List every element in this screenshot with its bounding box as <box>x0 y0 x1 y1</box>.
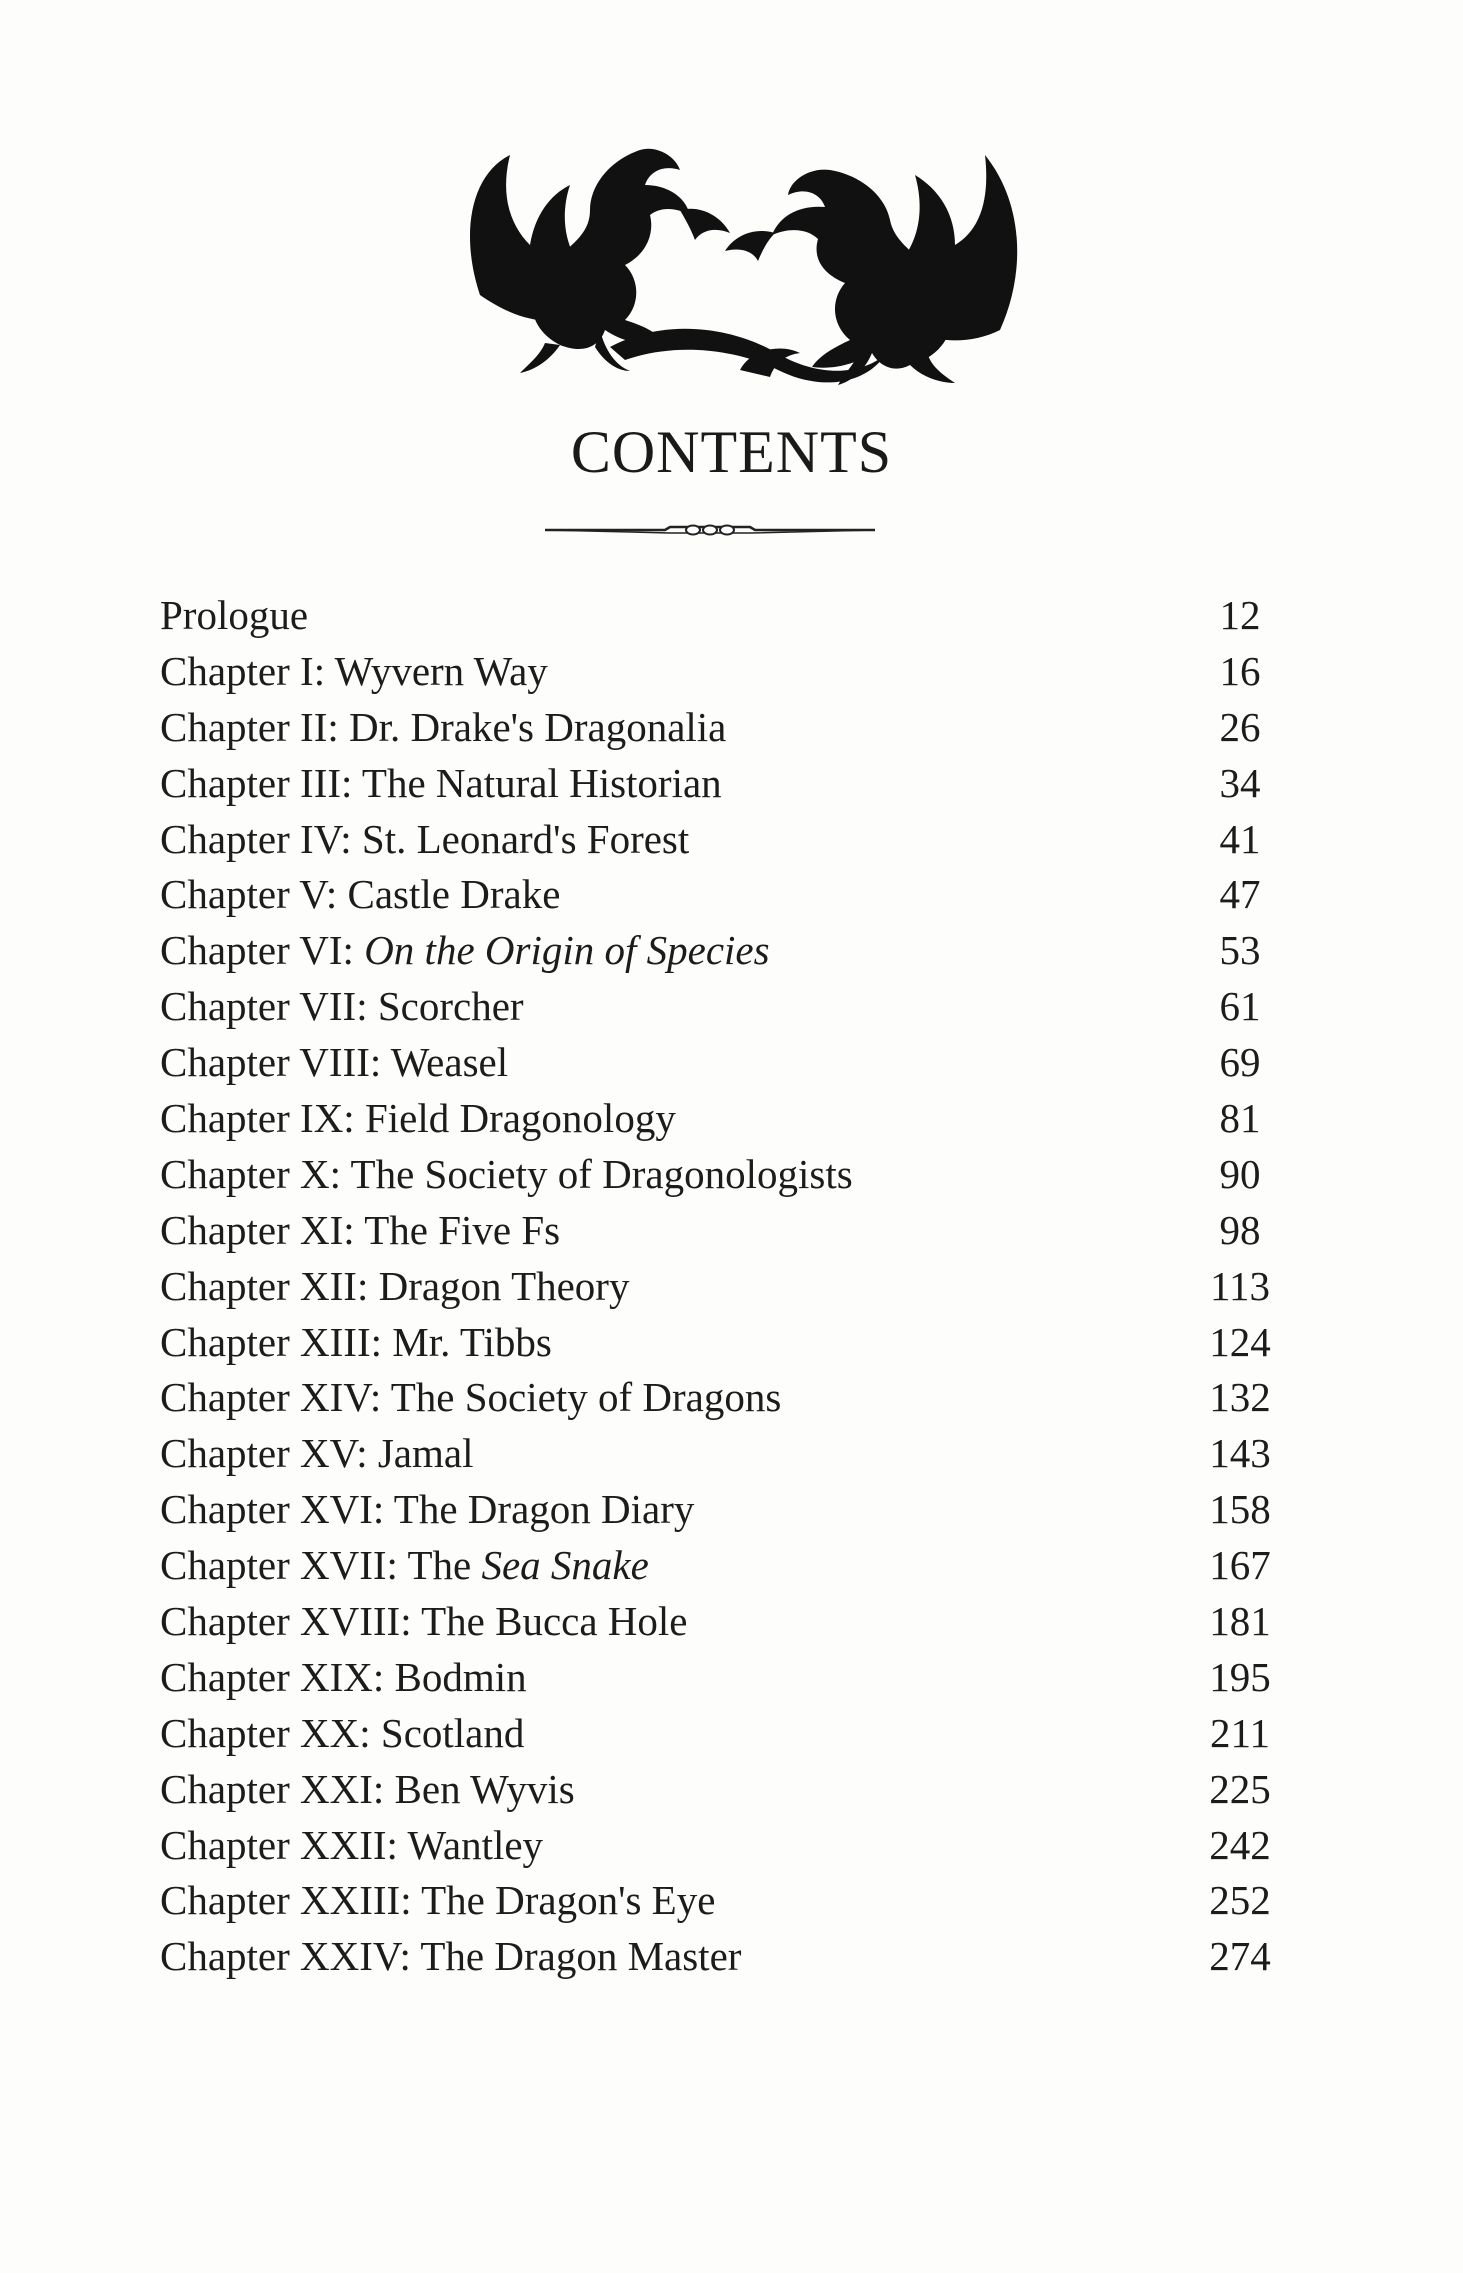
toc-entry-title <box>160 923 770 979</box>
toc-entry-title-text: Chapter XXIII: The Dragon's Eye <box>160 1877 716 1924</box>
toc-entry-title-text: Chapter XVIII: The Bucca Hole <box>160 1598 688 1645</box>
toc-entry-title-text: Chapter XIII: Mr. Tibbs <box>160 1318 552 1365</box>
toc-entry <box>160 923 1260 979</box>
toc-entry-page-number: 34 <box>1219 759 1261 806</box>
twin-dragons-icon <box>440 115 1035 395</box>
toc-entry-title <box>160 867 560 923</box>
toc-entry-page-number: 132 <box>1209 1374 1271 1421</box>
toc-entry-title-text: Chapter XX: Scotland <box>160 1709 525 1756</box>
toc-entry-page-number: 225 <box>1209 1765 1271 1812</box>
toc-entry-title <box>160 1259 629 1315</box>
toc-entry <box>160 1762 1271 1818</box>
toc-entry-title-text: Chapter XVI: The Dragon Diary <box>160 1486 695 1533</box>
toc-entry <box>160 867 1260 923</box>
toc-entry-title <box>160 979 524 1035</box>
toc-entry-page-number: 181 <box>1209 1598 1271 1645</box>
toc-entry-title-text: Chapter III: The Natural Historian <box>160 759 722 806</box>
toc-entry-page-number: 47 <box>1219 871 1261 918</box>
toc-entry-title <box>160 1929 741 1985</box>
toc-entry-italic-title: Sea Snake <box>481 1542 649 1589</box>
toc-entry-title <box>160 1538 649 1594</box>
page-title: CONTENTS <box>570 419 893 485</box>
toc-entry-title <box>160 756 722 812</box>
toc-entry-title <box>160 644 548 700</box>
toc-entry <box>160 812 1260 868</box>
toc-entry-title-text: Chapter V: Castle Drake <box>160 871 561 918</box>
toc-entry-title-text: Chapter XIX: Bodmin <box>160 1653 527 1700</box>
toc-entry <box>160 1650 1271 1706</box>
toc-entry <box>160 1315 1271 1371</box>
toc-entry-title <box>160 1873 715 1929</box>
toc-entry-title-text: Chapter VII: Scorcher <box>160 983 524 1030</box>
ornamental-rule-icon <box>545 515 875 545</box>
toc-entry-title <box>160 1315 552 1371</box>
toc-entry-title-text: Chapter I: Wyvern Way <box>160 647 548 694</box>
toc-entry <box>160 756 1260 812</box>
toc-entry <box>160 1818 1271 1874</box>
toc-entry-title <box>160 700 726 756</box>
toc-entry-page-number: 53 <box>1219 927 1261 974</box>
toc-entry-italic-title: On the Origin of Species <box>364 927 770 974</box>
toc-entry-title <box>160 1203 560 1259</box>
toc-entry-title-text: Prologue <box>160 592 309 638</box>
toc-entry-title <box>160 1818 543 1874</box>
toc-entry-page-number: 41 <box>1219 815 1261 862</box>
toc-entry-page-number: 12 <box>1219 592 1261 638</box>
toc-entry-title-text: Chapter XII: Dragon Theory <box>160 1262 630 1309</box>
toc-entry <box>160 979 1260 1035</box>
toc-entry-title <box>160 1594 688 1650</box>
toc-entry-title <box>160 1370 781 1426</box>
toc-entry-title-text: Chapter VI: <box>160 927 365 974</box>
toc-entry <box>160 644 1260 700</box>
table-of-contents <box>160 588 1271 1985</box>
toc-entry-title-text: Chapter XVII: The <box>160 1542 482 1589</box>
toc-entry-title-text: Chapter XI: The Five Fs <box>160 1206 561 1253</box>
toc-entry <box>160 1091 1260 1147</box>
toc-entry-page-number: 242 <box>1209 1821 1271 1868</box>
toc-entry-page-number: 16 <box>1219 647 1261 694</box>
toc-entry <box>160 1370 1271 1426</box>
toc-entry <box>160 1203 1260 1259</box>
toc-entry-title-text: Chapter VIII: Weasel <box>160 1039 509 1086</box>
toc-entry-title-text: Chapter XIV: The Society of Dragons <box>160 1374 782 1421</box>
toc-entry-page-number: 274 <box>1209 1933 1271 1980</box>
toc-entry-title <box>160 1035 508 1091</box>
toc-entry-page-number: 124 <box>1209 1318 1271 1365</box>
toc-entry-title-text: Chapter XXI: Ben Wyvis <box>160 1765 575 1812</box>
toc-entry-title <box>160 588 308 644</box>
toc-entry-title-text: Chapter XV: Jamal <box>160 1430 474 1477</box>
toc-entry-page-number: 113 <box>1210 1262 1270 1309</box>
toc-entry <box>160 1538 1271 1594</box>
toc-entry-page-number: 195 <box>1209 1653 1271 1700</box>
toc-entry-page-number: 61 <box>1219 983 1261 1030</box>
toc-entry-page-number: 90 <box>1219 1150 1261 1197</box>
toc-entry-title <box>160 1650 527 1706</box>
toc-entry-page-number: 143 <box>1209 1430 1271 1477</box>
toc-entry-page-number: 167 <box>1209 1542 1271 1589</box>
toc-entry <box>160 700 1260 756</box>
toc-entry-title <box>160 812 689 868</box>
toc-entry-title <box>160 1762 575 1818</box>
toc-entry <box>160 1259 1270 1315</box>
toc-entry-title <box>160 1091 676 1147</box>
toc-entry <box>160 1482 1271 1538</box>
toc-entry-title-text: Chapter XXII: Wantley <box>160 1821 544 1868</box>
toc-entry <box>160 1035 1260 1091</box>
toc-entry-page-number: 98 <box>1219 1206 1261 1253</box>
toc-entry-page-number: 158 <box>1209 1486 1271 1533</box>
toc-entry <box>160 1929 1271 1985</box>
toc-entry-title-text: Chapter X: The Society of Dragonologists <box>160 1150 853 1197</box>
toc-entry-title-text: Chapter IV: St. Leonard's Forest <box>160 815 690 862</box>
toc-entry <box>160 1147 1260 1203</box>
toc-entry-title-text: Chapter IX: Field Dragonology <box>160 1095 676 1142</box>
toc-entry-title <box>160 1426 474 1482</box>
toc-entry <box>160 1594 1271 1650</box>
toc-entry-title <box>160 1706 524 1762</box>
toc-entry-title <box>160 1147 853 1203</box>
toc-entry-title <box>160 1482 694 1538</box>
toc-entry <box>160 1426 1271 1482</box>
toc-entry-page-number: 69 <box>1219 1039 1261 1086</box>
toc-entry <box>160 588 1260 644</box>
toc-entry-page-number: 252 <box>1209 1877 1271 1924</box>
toc-entry <box>160 1873 1271 1929</box>
toc-entry <box>160 1706 1270 1762</box>
toc-entry-page-number: 211 <box>1210 1709 1270 1756</box>
toc-entry-title-text: Chapter II: Dr. Drake's Dragonalia <box>160 703 727 750</box>
toc-entry-title-text: Chapter XXIV: The Dragon Master <box>160 1933 742 1980</box>
toc-entry-page-number: 81 <box>1219 1095 1261 1142</box>
toc-entry-page-number: 26 <box>1219 703 1261 750</box>
